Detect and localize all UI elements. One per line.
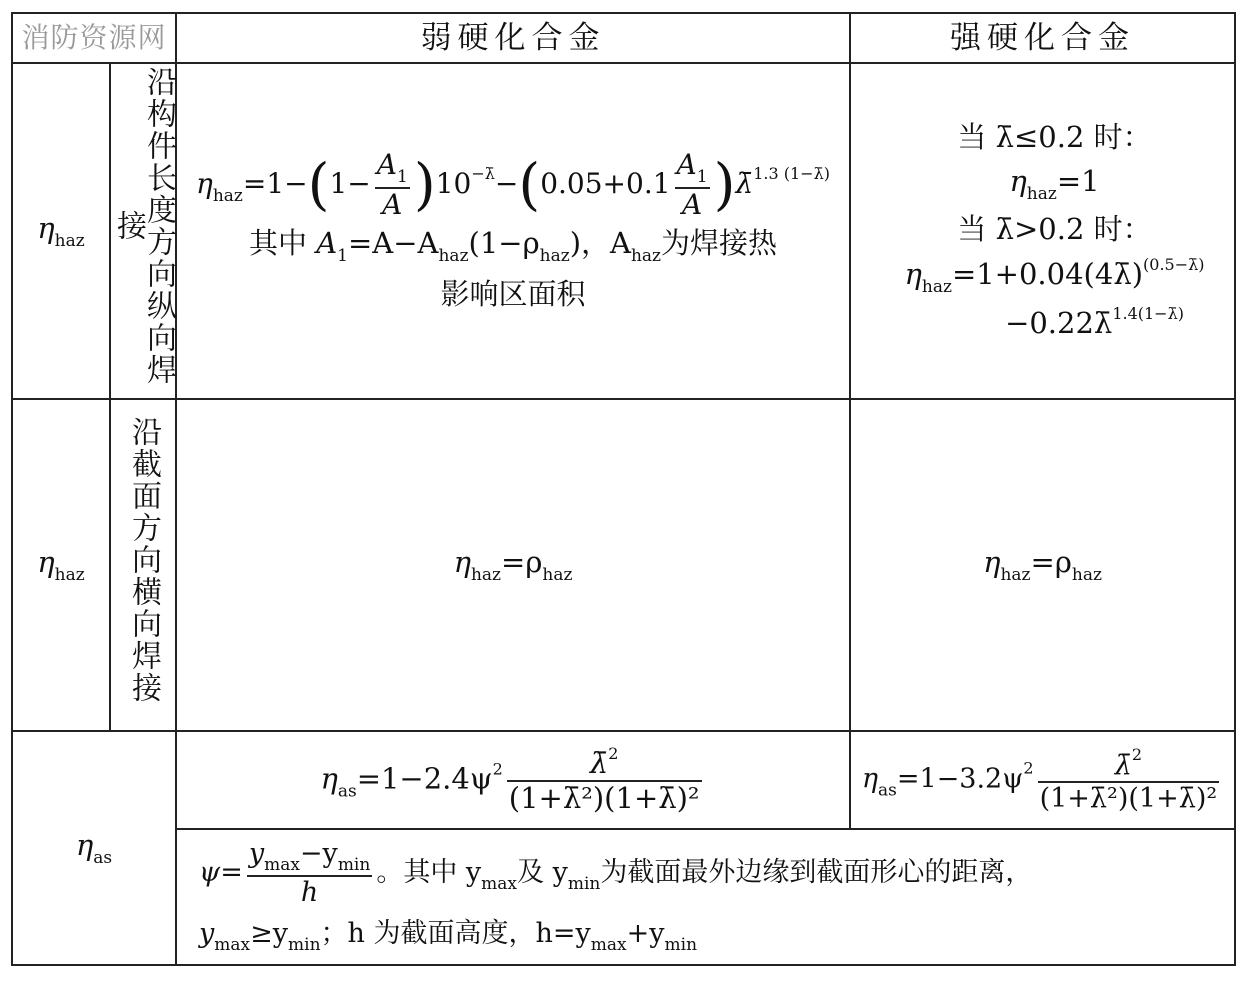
row1-weak-note: 其中 $A_1=A-A_{haz}(1-\rho_{haz})$，$A_{haz}$为焊接热 — [249, 226, 778, 267]
row-as-formula — [12, 731, 1235, 829]
psi-line2: $y_{max}\ge y_{min}$；h 为截面高度，$h=y_{max}+y_{min}$ — [199, 918, 698, 956]
row3-strong-cell: $\eta_{as}=1-3.2\psi^2$ $\frac{\lambdā^2}{\text{(1+λ̄²)(1+λ̄)²}}$ — [850, 731, 1235, 829]
watermark-cell — [12, 13, 176, 63]
header-row — [12, 13, 1235, 63]
row1-strong-cell — [850, 63, 1235, 399]
row1-weak-note-line2: 影响区面积 — [440, 276, 586, 311]
strong-formula-2: $\eta_{haz}=1+0.04(4\lambdā)^{(0.5-\lambdā)}$ — [904, 254, 1205, 297]
row2-symbol: $\eta_{haz}$ — [12, 399, 110, 731]
watermark: 消防资源网 — [21, 21, 167, 55]
row3-weak-cell: $\eta_{as}=1-2.4\psi^2$ $\frac{\lambdā^2}{\text{(1+λ̄²)(1+λ̄)²}}$ — [176, 731, 850, 829]
psi-line1: ψ= $\frac{y_{max}-y_{min}}{h}$ 。其中 $y_{max}$及 $y_{min}$为截面最外边缘到截面形心的距离， — [199, 837, 1033, 909]
row1-weak-cell — [176, 63, 850, 399]
psi-fraction: $\frac{y_{max}-y_{min}}{h}$ — [248, 837, 371, 909]
row1-direction: 沿构件长度方向纵向焊接 — [110, 63, 176, 399]
eta-as-weak-fraction: $\frac{\lambdā^2}{\text{(1+λ̄²)(1+λ̄)²}}$ — [508, 743, 700, 815]
hardening-table — [11, 12, 1236, 966]
row2-weak-cell: $\eta_{haz}=\rho_{haz}$ — [176, 399, 850, 731]
strong-condition-2: 当 λ̄>0.2 时： — [957, 212, 1152, 247]
row2-strong-cell: $\eta_{haz}=\rho_{haz}$ — [850, 399, 1235, 731]
row2-direction: 沿截面方向横向焊接 — [110, 399, 176, 731]
row-longitudinal — [12, 63, 1235, 399]
strong-formula-1: $\eta_{haz}=1$ — [1009, 164, 1100, 205]
strong-condition-1: 当 λ̄≤0.2 时： — [957, 120, 1152, 155]
row1-weak-formula: $\eta_{haz}=1-(1-$ $\frac{A_1}{A}$ )$10^{-\lambdā}-(0.05+0.1$ $\frac{A_1}{A}$ )λ̄$^{1.3 (1-\lambdā)}$ — [196, 147, 830, 222]
row1-symbol: $\eta_{haz}$ — [12, 63, 110, 399]
fraction-a1-over-a-2: $\frac{A_1}{A}$ — [676, 147, 708, 222]
psi-cell — [176, 829, 1235, 965]
header-strong: 强硬化合金 — [850, 13, 1235, 63]
row-psi — [12, 829, 1235, 965]
header-weak: 弱硬化合金 — [176, 13, 850, 63]
eta-as-strong-fraction: $\frac{\lambdā^2}{\text{(1+λ̄²)(1+λ̄)²}}$ — [1039, 744, 1218, 814]
strong-formula-2-cont: −0.22λ̄$^{1.4(1-\lambdā)}$ — [1005, 303, 1184, 340]
fraction-a1-over-a: $\frac{A_1}{A}$ — [376, 147, 408, 222]
row3-symbol: $\eta_{as}$ — [12, 731, 176, 965]
row-transverse — [12, 399, 1235, 731]
